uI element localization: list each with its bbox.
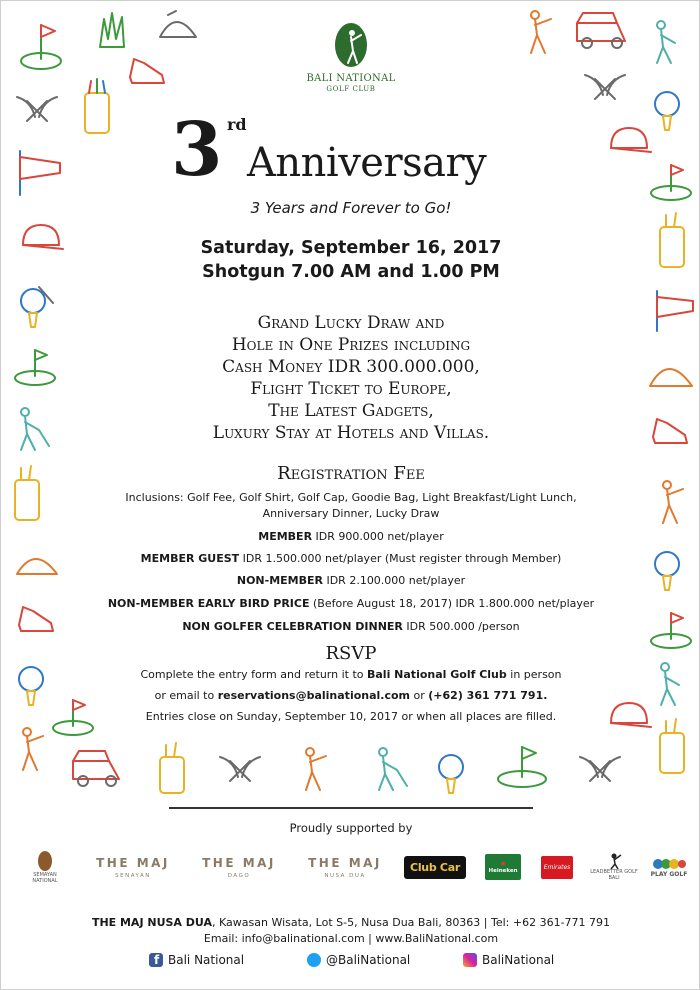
event-date: Saturday, September 16, 2017 — [200, 238, 502, 258]
sponsor-clubcar — [399, 847, 471, 887]
social-twitter[interactable] — [307, 951, 410, 969]
golf-bag-icon-3 — [160, 743, 184, 793]
sponsor-maj-name: THE MAJ — [308, 855, 382, 870]
golfer-walk-icon-2 — [657, 21, 675, 63]
sponsor-emirates — [537, 847, 577, 887]
fee-member-guest — [1, 552, 700, 565]
golfer-icon — [23, 728, 43, 770]
event-time: Shotgun 7.00 AM and 1.00 PM — [202, 262, 500, 282]
golf-flag-green-icon-5 — [651, 165, 691, 200]
fee-detail: IDR 1.500.000 net/player (Must register through Member) — [239, 552, 562, 565]
fee-member — [1, 530, 700, 543]
golfer-emblem-icon — [333, 21, 369, 69]
prize-line: Cash Money IDR 300.000.000, — [222, 357, 480, 377]
golf-bag-icon-5 — [660, 719, 684, 773]
playgolf-balls-icon — [652, 856, 686, 872]
twitter-icon — [307, 953, 321, 967]
crossed-clubs-wings-icon-4 — [585, 75, 625, 99]
rsvp-club-name: Bali National Golf Club — [367, 668, 507, 681]
fee-label: NON-MEMBER — [236, 574, 323, 587]
sponsor-maj-nusa-dua — [297, 847, 393, 887]
social-instagram[interactable] — [463, 951, 554, 969]
fee-detail: (Before August 18, 2017) IDR 1.800.000 net/player — [309, 597, 595, 610]
rsvp-text: Complete the entry form and return it to — [140, 668, 367, 681]
sponsor-playgolf — [647, 847, 691, 887]
semayan-emblem-icon — [37, 850, 53, 872]
golf-shoe-icon — [130, 59, 164, 83]
logo-subtitle: GOLF CLUB — [326, 85, 376, 93]
sponsor-maj-location: DAGO — [227, 872, 251, 879]
instagram-icon — [463, 953, 477, 967]
golfer-icon-4 — [663, 481, 683, 523]
golf-flag-green-icon — [21, 25, 61, 69]
crossed-clubs-wings-icon-3 — [580, 757, 620, 781]
golf-cap-icon-2 — [611, 128, 651, 152]
fee-detail: IDR 900.000 net/player — [312, 530, 444, 543]
fee-detail: IDR 500.000 /person — [402, 620, 520, 633]
golfer-icon-2 — [306, 748, 326, 790]
club-logo — [301, 21, 401, 94]
rsvp-line-1 — [1, 668, 700, 681]
crossed-clubs-wings-icon — [17, 97, 57, 121]
supported-by-label: Proudly supported by — [289, 821, 413, 835]
clubcar-logo: Club Car — [404, 856, 466, 879]
twitter-handle: @BaliNational — [326, 953, 411, 967]
registration-inclusions: Inclusions: Golf Fee, Golf Shirt, Golf Cap, Goodie Bag, Light Breakfast/Light Lunch, Anniversary Dinner, Lucky Draw — [125, 491, 577, 520]
title-ordinal: rd — [227, 115, 247, 134]
fee-detail: IDR 2.100.000 net/player — [322, 574, 466, 587]
crossed-clubs-wings-icon-2 — [220, 757, 260, 781]
fee-label: MEMBER — [258, 530, 313, 543]
instagram-handle: BaliNational — [482, 953, 555, 967]
footer-contact[interactable]: Email: info@balinational.com | www.BaliNational.com — [203, 932, 499, 945]
fee-dinner — [1, 620, 700, 633]
fee-early-bird — [1, 597, 700, 610]
grass-tuft-icon — [100, 13, 124, 47]
sponsor-maj-dago — [191, 847, 287, 887]
heineken-logo — [485, 854, 521, 880]
sponsor-maj-location: SENAYAN — [115, 872, 151, 879]
rsvp-line-2 — [1, 689, 700, 702]
logo-name: BALI NATIONAL — [306, 73, 396, 84]
facebook-icon: f — [149, 953, 163, 967]
prize-line: Luxury Stay at Hotels and Villas. — [212, 423, 490, 443]
section-divider — [169, 807, 533, 809]
fee-label: NON-MEMBER EARLY BIRD PRICE — [107, 597, 310, 610]
social-facebook[interactable] — [149, 951, 244, 969]
sponsor-leadbetter — [587, 847, 641, 887]
ball-on-tee-icon-3 — [439, 755, 463, 793]
footer-address — [1, 916, 700, 929]
windsock-icon — [20, 151, 60, 195]
heineken-label: Heineken — [488, 868, 518, 874]
sponsor-heineken — [483, 847, 523, 887]
prize-line: Hole in One Prizes including — [231, 335, 471, 355]
footer-address-text: , Kawasan Wisata, Lot S-5, Nusa Dua Bali, 80363 | Tel: +62 361-771 791 — [212, 916, 611, 929]
rsvp-phone[interactable]: (+62) 361 771 791. — [428, 689, 548, 702]
sponsor-logos — [1, 847, 700, 887]
prizes-list — [1, 312, 700, 444]
anniversary-title — [171, 109, 531, 199]
sponsor-maj-senayan — [85, 847, 181, 887]
facebook-handle: Bali National — [168, 953, 245, 967]
ball-on-tee-icon-4 — [655, 92, 679, 130]
sponsor-leadbetter-label: LEADBETTER GOLF BALI — [590, 869, 638, 881]
prize-line: Flight Ticket to Europe, — [250, 379, 452, 399]
tagline: 3 Years and Forever to Go! — [250, 199, 452, 217]
fee-non-member — [1, 574, 700, 587]
fee-label: MEMBER GUEST — [140, 552, 240, 565]
golf-cart-icon — [73, 751, 119, 786]
rsvp-text: or email to — [154, 689, 218, 702]
golf-bag-icon — [85, 79, 109, 133]
sponsor-maj-name: THE MAJ — [96, 855, 170, 870]
sand-bunker-icon — [160, 11, 196, 37]
rsvp-text: in person — [506, 668, 562, 681]
fee-label: NON GOLFER CELEBRATION DINNER — [182, 620, 403, 633]
golfer-icon-3 — [531, 11, 551, 53]
sponsor-maj-location: NUSA DUA — [324, 872, 366, 879]
sponsor-semayan-label: SEMAYAN NATIONAL — [32, 872, 58, 884]
golf-cart-icon-2 — [577, 13, 625, 48]
footer-venue: THE MAJ NUSA DUA — [91, 916, 213, 929]
sponsor-maj-name: THE MAJ — [202, 855, 276, 870]
event-schedule — [1, 236, 700, 284]
golf-flag-green-icon-4 — [498, 747, 546, 787]
emirates-logo: Emirates — [541, 856, 574, 879]
rsvp-text: or — [410, 689, 429, 702]
sponsor-semayan — [21, 847, 69, 887]
rsvp-email-link[interactable]: reservations@balinational.com — [217, 689, 411, 702]
golfer-walk-icon — [379, 748, 407, 790]
rsvp-heading: RSVP — [325, 643, 377, 664]
title-word: Anniversary — [247, 140, 487, 186]
prize-line: The Latest Gadgets, — [268, 401, 434, 421]
prize-line: Grand Lucky Draw and — [257, 313, 445, 333]
sponsor-playgolf-label: PLAY GOLF — [650, 871, 688, 878]
registration-heading: Registration Fee — [277, 463, 425, 484]
title-number: 3 — [171, 107, 223, 193]
rsvp-line-3: Entries close on Sunday, September 10, 2017 or when all places are filled. — [145, 710, 557, 723]
heineken-star-icon: ★ — [499, 859, 507, 868]
leadbetter-golfer-icon — [605, 853, 623, 869]
